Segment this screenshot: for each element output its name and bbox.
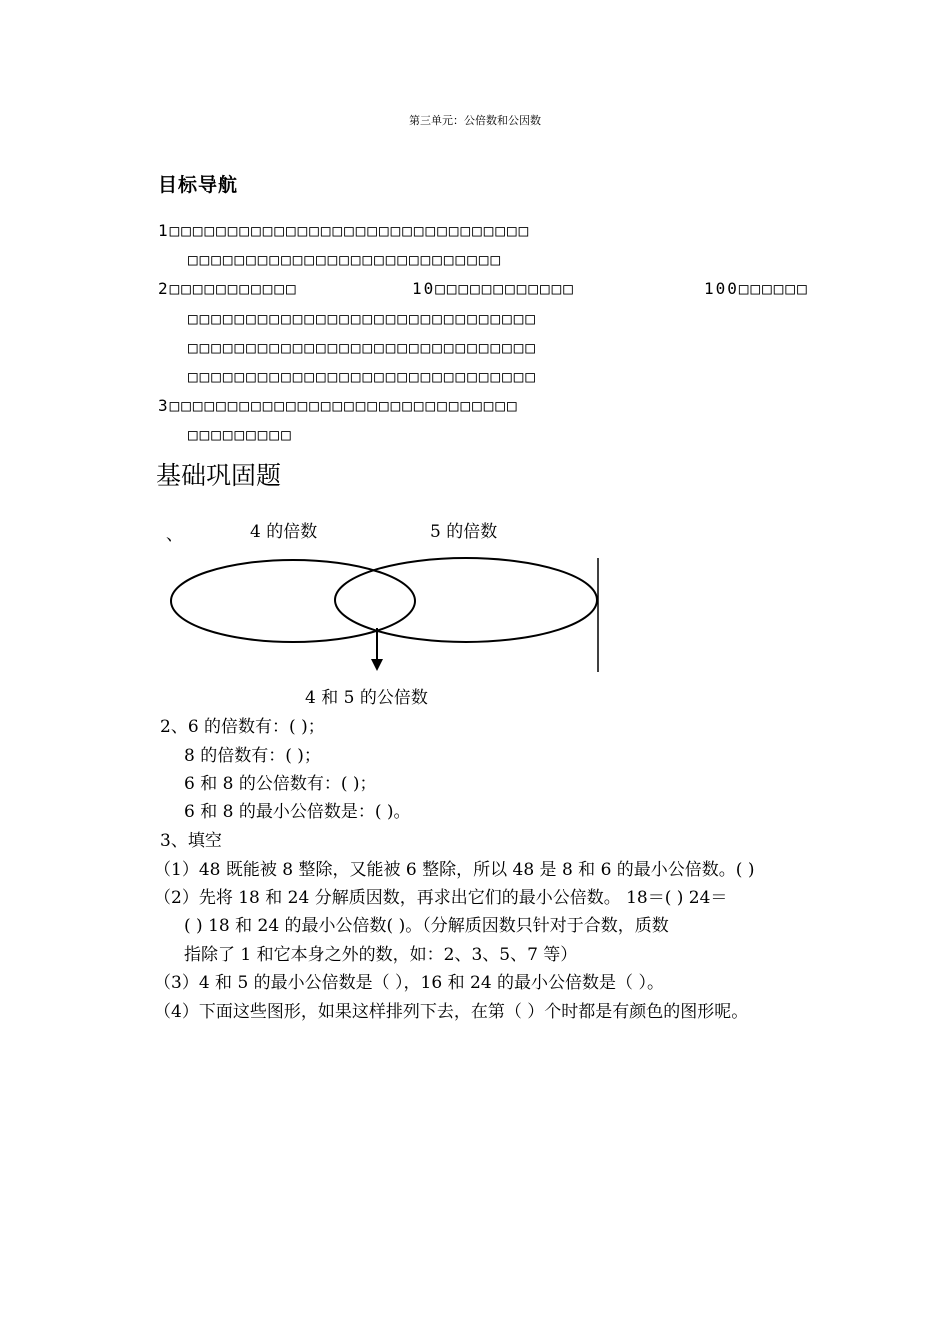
- q2-line-1: 2、6 的倍数有：( )；: [160, 717, 325, 737]
- goal-line-7: 3□□□□□□□□□□□□□□□□□□□□□□□□□□□□□□: [158, 396, 519, 415]
- venn-label-right: 5 的倍数: [430, 522, 498, 542]
- venn-circle-left: [171, 560, 415, 642]
- venn-label-bottom: 4 和 5 的公倍数: [305, 688, 428, 708]
- goal-line-1: 1□□□□□□□□□□□□□□□□□□□□□□□□□□□□□□□: [158, 221, 531, 240]
- q2-line-2: 8 的倍数有：( )；: [184, 746, 321, 766]
- venn-circle-right: [335, 558, 597, 642]
- goal-line-3b: 10□□□□□□□□□□□□: [412, 279, 575, 298]
- section-heading-basic: 基础巩固题: [156, 461, 282, 490]
- q3-heading: 3、填空: [160, 831, 222, 851]
- arrow-head-icon: [371, 659, 383, 671]
- page-title: 第三单元：公倍数和公因数: [409, 114, 541, 127]
- goal-line-2: □□□□□□□□□□□□□□□□□□□□□□□□□□□: [188, 250, 503, 269]
- q3-item-2a: （2）先将 18 和 24 分解质因数，再求出它们的最小公倍数。 18＝( ) 24＝: [154, 888, 728, 908]
- venn-diagram: [160, 555, 610, 685]
- goal-line-3c: 100□□□□□□: [704, 279, 809, 298]
- q3-item-1: （1）48 既能被 8 整除，又能被 6 整除，所以 48 是 8 和 6 的最小公倍数。( ): [154, 860, 755, 880]
- q1-number: 、: [166, 525, 183, 545]
- goal-line-6: □□□□□□□□□□□□□□□□□□□□□□□□□□□□□□: [188, 367, 537, 386]
- section-heading-goals: 目标导航: [158, 174, 239, 196]
- venn-label-left: 4 的倍数: [250, 522, 318, 542]
- q3-item-4: （4）下面这些图形，如果这样排列下去，在第（ ）个时都是有颜色的图形呢。: [154, 1002, 749, 1022]
- goal-line-5: □□□□□□□□□□□□□□□□□□□□□□□□□□□□□□: [188, 338, 537, 357]
- goal-line-3a: 2□□□□□□□□□□□: [158, 279, 298, 298]
- q2-line-3: 6 和 8 的公倍数有：( )；: [184, 774, 377, 794]
- q3-item-2b: ( ) 18 和 24 的最小公倍数( )。（分解质因数只针对于合数，质数: [184, 916, 669, 936]
- q3-item-2c: 指除了 1 和它本身之外的数，如：2、3、5、7 等）: [184, 945, 578, 965]
- q3-item-3: （3）4 和 5 的最小公倍数是（ ），16 和 24 的最小公倍数是（ ）。: [154, 973, 664, 993]
- q2-line-4: 6 和 8 的最小公倍数是：( )。: [184, 802, 411, 822]
- goal-line-8: □□□□□□□□□: [188, 425, 293, 444]
- goal-line-4: □□□□□□□□□□□□□□□□□□□□□□□□□□□□□□: [188, 309, 537, 328]
